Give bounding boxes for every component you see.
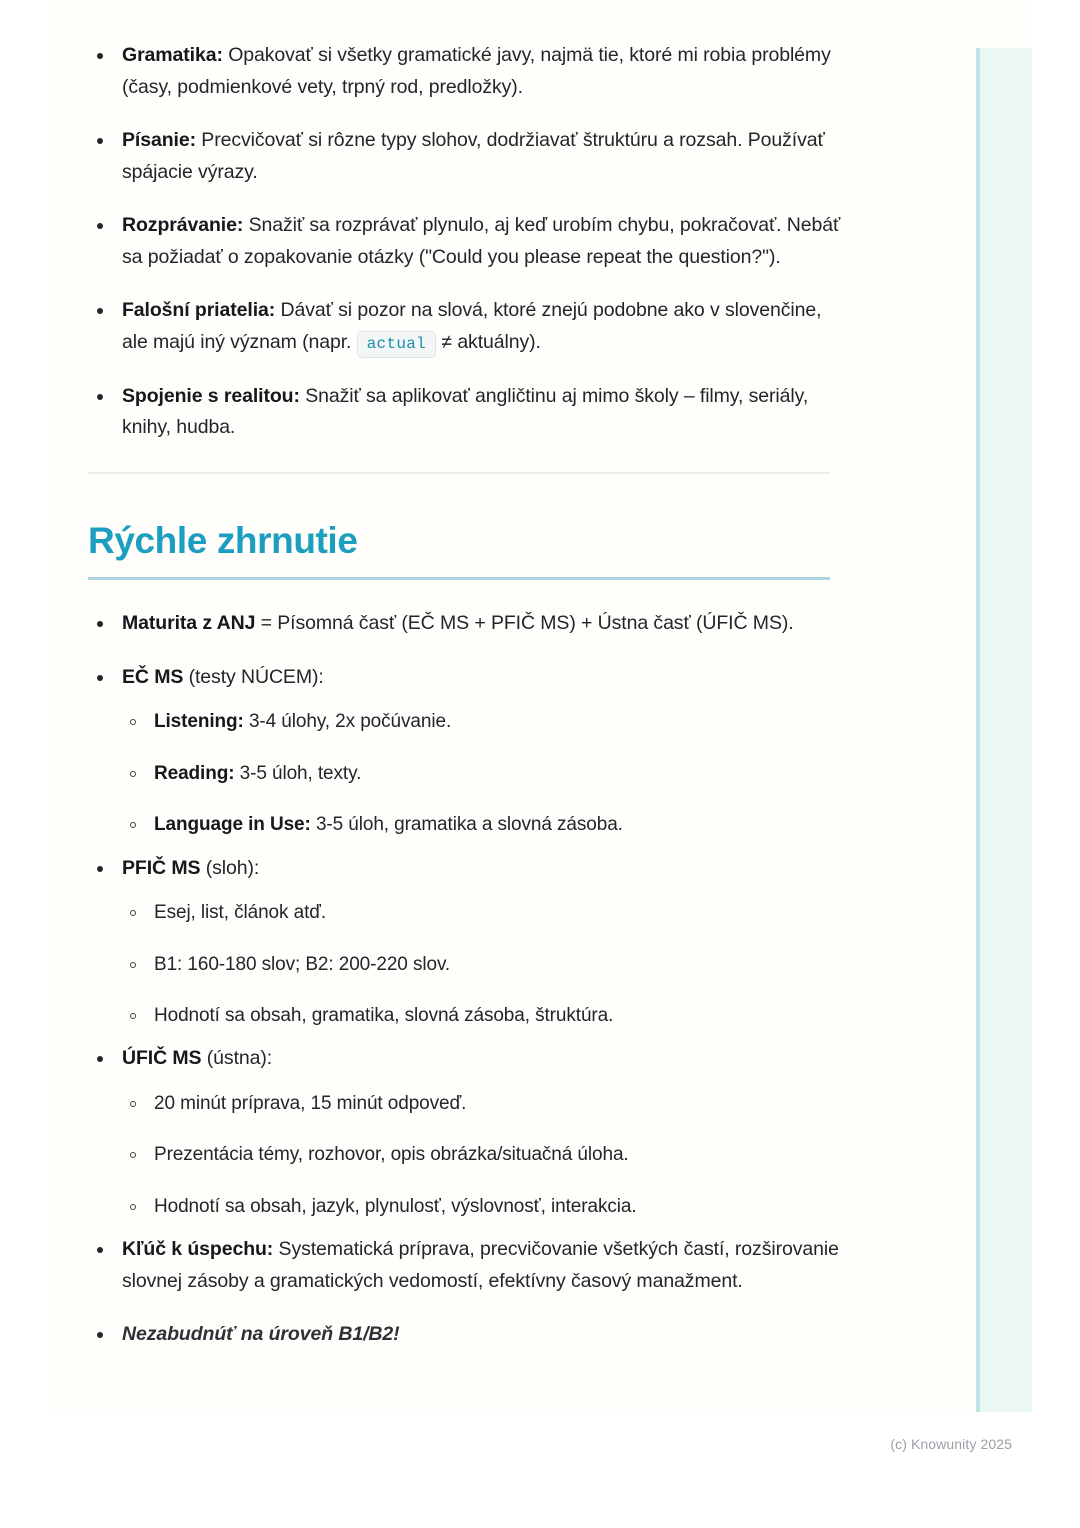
list-item-text: Precvičovať si rôzne typy slohov, dodržiavať štruktúru a rozsah. Používať spájacie výrazy.: [122, 129, 825, 183]
study-tips-list: [88, 40, 848, 444]
sub-list-item: [122, 1089, 848, 1119]
list-item: [88, 608, 848, 640]
list-item-label: Spojenie s realitou:: [122, 384, 300, 407]
list-item-text-before: Dávať si pozor na slová, ktoré znejú podobne ako v slovenčine, ale majú iný význam (napr.: [122, 299, 822, 354]
sub-list-item-text: 3-5 úloh, gramatika a slovná zásoba.: [310, 814, 623, 836]
footer-copyright: (c) Knowunity 2025: [890, 1436, 1012, 1452]
sub-list-item: [122, 1001, 848, 1031]
sub-list: [122, 898, 848, 1031]
sub-list-item: [122, 810, 848, 840]
sub-list-item-text: Esej, list, článok atď.: [154, 902, 327, 924]
list-item: [88, 662, 848, 841]
sub-list-item-label: Reading:: [154, 762, 235, 784]
list-item-text: Snažiť sa rozprávať plynulo, aj keď urobím chybu, pokračovať. Nebáť sa požiadať o zopakovanie otázky ("Could you please repeat the question?").: [122, 214, 841, 268]
list-item-label: Kľúč k úspechu:: [122, 1238, 274, 1261]
sub-list-item: [122, 707, 848, 737]
summary-list: [88, 608, 848, 1351]
section-divider: [88, 472, 830, 474]
list-item-label: Gramatika:: [122, 44, 223, 66]
list-item-label: ÚFIČ MS: [122, 1047, 202, 1070]
sub-list: [122, 707, 848, 840]
heading-underline: [88, 577, 830, 580]
sub-list-item-text: 3-5 úloh, texty.: [234, 762, 362, 784]
list-item: [88, 125, 848, 188]
list-item: [88, 40, 848, 103]
sub-list-item: [122, 950, 848, 980]
list-item: [88, 1043, 848, 1222]
right-accent-strip: [976, 48, 1032, 1412]
list-item: [88, 853, 848, 1032]
sub-list-item-text: Prezentácia témy, rozhovor, opis obrázka/situačná úloha.: [154, 1144, 629, 1166]
list-item-text: Systematická príprava, precvičovanie všetkých častí, rozširovanie slovnej zásoby a gramatických vedomostí, efektívny časový manažment.: [122, 1238, 839, 1292]
list-item-text: = Písomná časť (EČ MS + PFIČ MS) + Ústna časť (ÚFIČ MS).: [255, 612, 794, 635]
sub-list-item-text: 20 minút príprava, 15 minút odpoveď.: [154, 1092, 467, 1114]
sub-list-item: [122, 1192, 848, 1222]
sub-list-item-text: 3-4 úlohy, 2x počúvanie.: [243, 711, 452, 733]
list-item: [88, 1319, 848, 1351]
list-item-label: EČ MS: [122, 665, 184, 688]
list-item-label: Falošní priatelia:: [122, 299, 276, 322]
list-item-italic-text: Nezabudnúť na úroveň B1/B2!: [122, 1323, 400, 1346]
page-title: Rýchle zhrnutie: [88, 519, 358, 561]
sub-list-item-label: Language in Use:: [154, 814, 311, 836]
list-item-text: Snažiť sa aplikovať angličtinu aj mimo školy – filmy, seriály, knihy, hudba.: [122, 384, 809, 439]
sub-list-item: [122, 1140, 848, 1170]
list-item-label: Písanie:: [122, 129, 196, 152]
list-item-label: Rozprávanie:: [122, 214, 244, 237]
list-item-text: Opakovať si všetky gramatické javy, najmä tie, ktoré mi robia problémy (časy, podmienkové vety, trpný rod, predložky).: [122, 44, 831, 98]
sub-list: [122, 1089, 848, 1222]
sub-list-item-text: B1: 160-180 slov; B2: 200-220 slov.: [154, 953, 451, 975]
sub-list-item: [122, 898, 848, 928]
document-content: [88, 40, 848, 1373]
list-item: [88, 210, 848, 273]
sub-list-item: [122, 759, 848, 789]
list-item-text-after: ≠ aktuálny).: [436, 331, 541, 354]
inline-code-chip: actual: [357, 331, 436, 358]
list-item: [88, 295, 848, 358]
list-item: [88, 1234, 848, 1297]
list-item-text: (sloh):: [200, 856, 260, 879]
sub-list-item-text: Hodnotí sa obsah, jazyk, plynulosť, výslovnosť, interakcia.: [154, 1195, 637, 1217]
sub-list-item-label: Listening:: [154, 711, 244, 733]
list-item-text: (ústna):: [201, 1047, 273, 1070]
list-item: [88, 381, 848, 444]
list-item-text: (testy NÚCEM):: [183, 665, 324, 688]
sub-list-item-text: Hodnotí sa obsah, gramatika, slovná zásoba, štruktúra.: [154, 1004, 614, 1026]
list-item-label: Maturita z ANJ: [122, 612, 256, 635]
list-item-label: PFIČ MS: [122, 856, 201, 879]
